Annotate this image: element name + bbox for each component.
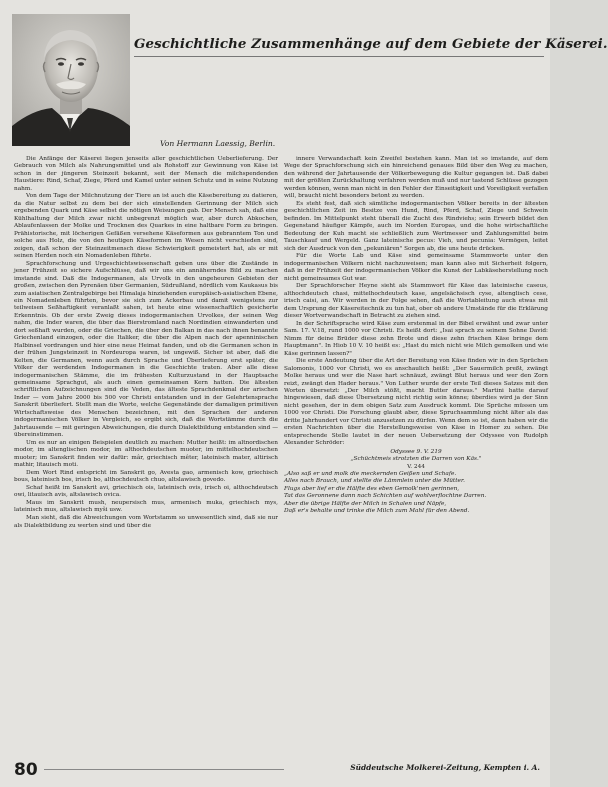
article-title: Geschichtliche Zusammenhänge auf dem Gebiete der Käserei. <box>134 36 608 52</box>
paragraph: Der Sprachforscher Heyne sieht als Stammwort für Käse das lateinische caseus, althochdeutsch chasi, mittelhochdeutsch kase, angelsächsisch cyse, altenglisch cese, irisch caisi, an. Wir werden in der Folge sehen, daß die Wortableitung auch etwas mit dem Ursprung der Käsereitechnik zu tun hat, ober ob andere Umstände für die Erklärung dieser Wortverwandschaft in Betracht zu ziehen sind. <box>284 283 548 320</box>
poem-line: Daß er's behalte und trinke die Milch zum Mahl für den Abend. <box>284 508 470 515</box>
poem-line: „Also saß er und molk die meckernden Geißen und Schafe. <box>284 470 457 477</box>
page-number: 80 <box>14 760 38 780</box>
quote-source: Odyssee 9. V. 219 <box>390 448 442 455</box>
paragraph: In der Schriftsprache wird Käse zum erstenmal in der Bibel erwähnt und zwar unter Sam. 17. V.18, rund 1000 vor Christi. Es heißt dort: „Isai sprach zu seinem Sohne David: Nimm für deine Brüder diese zehn Brote und diese zehn frischen Käse bringe dem Hauptmann". In Hiob 10 V. 10 heißt es: „Hast du mich nicht wie Milch gemolken und wie Käse gerinnen lassen?" <box>284 320 548 357</box>
author-byline: Von Hermann Laessig, Berlin. <box>160 139 276 148</box>
journal-name: Süddeutsche Molkerei-Zeitung, Kempten i. A. <box>350 763 540 772</box>
paragraph: Es steht fest, daß sich sämtliche indogermanischen Völker bereits in der ältesten geschichtlichen Zeit im Besitze von Hund, Rind, Pferd, Schaf, Ziege und Schwein befinden. Im Mittelpunkt steht überall die Zucht des Rindviehs; sein Erwerb bildet den Gegenstand häufiger Kämpfe, auch im Norden Europas, und die hohe wirtschaftliche Bedeutung der Kuh macht sie schließlich zum Wertmesser und Zahlungsmittel beim Tauschkauf und Wergeld. Ganz lateinische pecus: Vieh, und pecunia: Vermögen, leitet sich der Ausdruck von den „pekuniären" Sorgen ab, die uns heute drücken. <box>284 200 548 252</box>
paragraph: Man sieht, daß die Abweichungen vom Wortstamm so unwesentlich sind, daß sie nur als Dialektbildung zu werten sind und über die <box>14 515 278 529</box>
paragraph: Von dem Tage der Milchnutzung der Tiere an ist auch die Käsebereitung zu datieren, da die Natur selbst zu dem bei der sich einstellenden Gerinnung der Milch sich ergebenden Quark und Käse selbst die nötigen Weisungen gab. Der Mensch sah, daß eine Kühlhaltung der Milch zwar nicht unbegrenzt möglich war, aber durch Abkochen, Ablaufenlassen der Molke und Trocknen des Quarkes in eine haltbare Form zu bringen. Prähistorische, mit löcherigen Gefäßen versehene Käseformen aus gebranntem Ton und solche aus Holz, die von den heutigen Käseformen im Wesen nicht verschieden sind, zeigen, daß schon der Steinzeitmensch diese Schwierigkeit gemeistert hat, als er mit seinen Herden noch ein Nomadenleben führte. <box>14 193 278 260</box>
footer-divider <box>44 769 284 770</box>
paragraph: innere Verwandschaft kein Zweifel bestehen kann. Man ist so imstande, auf dem Wege der Sprachforschung sich ein hinreichend genaues Bild über den Weg zu machen, den während der Jahrtausende der Völkerbewegung die Kultur gegangen ist. Daß dabei mit der größten Zurückhaltung verfahren werden muß und nur tastend Schlüsse gezogen werden können, wenn man nicht in den Fehler der Einseitigkeit und Voreiligkeit verfallen will, braucht nicht besonders betont zu werden. <box>284 156 548 200</box>
author-portrait-image <box>12 14 130 146</box>
author-portrait <box>12 14 130 146</box>
poem-line: Aber die übrige Hälfte der Milch in Schalen und Näpfe, <box>284 500 447 507</box>
paragraph: Um es nur an einigen Beispielen deutlich zu machen: Mutter heißt: im altnordischen modor, im altenglischen modor, im althochdeutschen muoter, im mittelhochdeutschen muoter; im Sanskrit finden wir dafür: mâr, griechisch mêter, lateinisch mater, altirisch mathir, litauisch moti. <box>14 439 278 469</box>
quote-line: „Schüchtmeis strotzten die Darren von Käs." <box>350 456 482 463</box>
poem-line: Alles nach Brauch, und stellte die Lämmlein unter die Mütter. <box>284 478 465 485</box>
paragraph: Sprachforschung und Urgeschichtswissenschaft geben uns über die Zustände in jener Frühzeit so sichere Aufschlüsse, daß wir uns ein annäherndes Bild zu machen imstande sind. Daß die Indogermanen, als Urvolk in den ungeheuren Gebieten der großen, zwischen den Pyrenäen über Germanien, Südrußland, nördlich vom Kaukasus bis zum asiatischen Zentralgebirge bei Himalaja hinziehenden europäisch-asiatischen Ebene, ein Nomadenleben führten, bevor sie sich zum Ackerbau und damit wenigstens zur teilweisen Seßhaftigkeit veranlaßt sahen, ist heute eine wissenschaftlich gesicherte Erkenntnis. Ob der erste Zweig dieses indogermanischen Urvolkes, der seinen Weg nahm, die Inder waren, die über das Bierstromland nach Nordindien einwanderten und dort seßhaft wurden, oder die Griechen, die über den Balkan in das nach ihnen benannte Griechenland einzogen, oder die Italiker, die über die Alpen nach der apenninischen Halbinsel vordrangen und hier eine neue Heimat fanden, und ob die Germanen schon in der frühen Jungsteinzeit in Nordeuropa waren, ist ungewiß. Sicher ist aber, daß die Kelten, die Germanen, wenn auch durch Sprache und Überlieferung erst später, die Völker der werdenden Indogermanen in die Geschichte traten. Aber alle diese indogermanischen Stämme, die im frühesten Kulturzustand in der Hauptsache gemeinsame Sprachgut, als auch einen gemeinsamen Kern hatten. Die ältesten schriftlichen Aufzeichnungen sind die Veden, das älteste Sprachdenkmal der arischen Inder — vom Jahre 2000 bis 500 vor Christi entstanden und in der Gelehrtensprache Sanskrit überliefert. Stellt man die Worte, welche Gegenstände der damaligen primitiven Wirtschaftsweise des Menschen bezeichnen, mit den Sprachen der anderen indogermanischen Völker in Vergleich, so ergibt sich, daß die Wortstämme durch die Jahrtausende — mit geringen Abweichungen, die durch Dialektbildung entstanden sind — übereinstimmen. <box>14 260 278 439</box>
paragraph: Maus im Sanskrit mush, neupersisch mus, armenisch muka, griechisch mys, lateinisch mus, altslawisch myši usw. <box>14 499 278 514</box>
paragraph: Für die Worte Lab und Käse sind gemeinsame Stammworte unter den indogermanischen Völkern nicht nachzuweisen; man kann also mit Sicherheit folgern, daß in der Frühzeit der indogermanischen Völker die Kunst der Labkäseherstellung noch nicht gemeinsames Gut war. <box>284 253 548 282</box>
right-column <box>284 156 548 516</box>
poem-block <box>284 471 548 516</box>
paragraph: Die Anfänge der Käserei liegen jenseits aller geschichtlichen Ueberlieferung. Der Gebrauch von Milch als Nahrungsmittel und als Rohstoff zur Gewinnung von Käse ist schon in der jüngeren Steinzeit bekannt, seit der Mensch die milchspendenden Haustiere: Rind, Schaf, Ziege, Pferd und Kamel unter seinen Schutz und in seine Nutzung nahm. <box>14 156 278 192</box>
quote-verse-ref: V. 244 <box>407 463 425 470</box>
left-column <box>14 156 278 530</box>
paragraph: Die erste Andeutung über die Art der Bereitung von Käse finden wir in den Sprüchen Salomonis, 1000 vor Christi, wo es anschaulich heißt: „Der Sauermilch preßt, zwängt Molke heraus und wer die Nase hart schnäuzt, zwängt Blut heraus und wer den Zorn reizt, zwängt den Hader heraus." Von Luther wurde der erste Teil dieses Satzes mit den Worten übersetzt: „Der Milch stößt, macht Butter daraus." Martini hatte darauf hingewiesen, daß diese Übersetzung nicht richtig sein könne; überdies wird ja der Sinn nicht gesehen, der in dem obigen Satz zum Ausdruck kommt. Die Sprüche müssen um 1000 vor Christi. Die Forschung glaubt aber, diese Spruchsammlung nicht älter als das dritte Jahrhundert vor Christi anzusetzen zu dürfen. Wenn dem so ist, dann haben wir die ersten Nachrichten über die Herstellungsweise von Käse in Homer zu sehen. Die entsprechende Stelle lautet in der neuen Uebersetzung der Odyssee von Rudolph Alexander Schröder: <box>284 358 548 447</box>
poem-line: Flugs aber lief er die Hälfte des eben Gemolk'nen gerinnen, <box>284 485 460 492</box>
poem-line: Tat das Geronnene dann nach Schichten auf wohlverflochtne Darren. <box>284 493 487 500</box>
paragraph: Dem Wort Rind entspricht im Sanskrit go, Avesta gao, armenisch kow, griechisch bous, lateinisch bos, irisch bo, althochdeutsch chuo, altslawisch govedo. <box>14 469 278 484</box>
paragraph: Schaf heißt im Sanskrit avi, griechisch ois, lateinisch ovis, irisch oi, althochdeutsch owi, litauisch avis, altslawisch ovica. <box>14 484 278 499</box>
title-divider <box>134 56 544 57</box>
